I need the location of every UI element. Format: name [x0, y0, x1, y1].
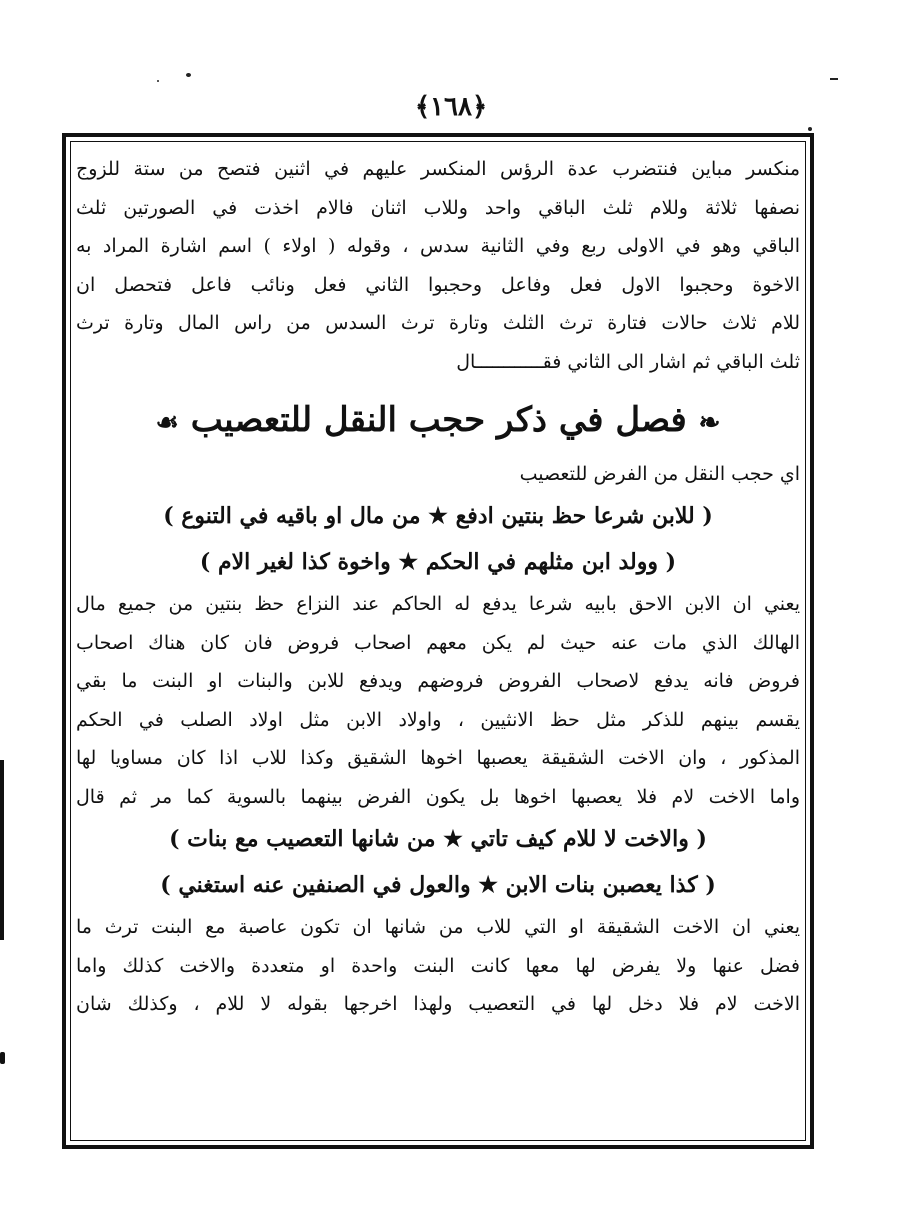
text-line: واما الاخت لام فلا يعصبها اخوها بل يكون الفرض بينهما بالسوية كما مر ثم قال	[76, 785, 800, 808]
paragraph-3	[76, 908, 800, 1024]
text-line: فروض فانه يدفع لاصحاب الفروض فروضهم ويدفع للابن والبنات او البنت ما بقي	[76, 670, 800, 692]
text-line: الاخت لام فلا دخل لها في التعصيب ولهذا اخرجها بقوله لا للام ، وكذلك شان	[76, 993, 800, 1015]
verse-line: ( وولد ابن مثلهم في الحكم ★ واخوة كذا لغير الام )	[199, 549, 677, 575]
paragraph-1	[76, 150, 800, 381]
text-line: يعني ان الابن الاحق بابيه شرعا يدفع له الحاكم عند النزاع حظ بنتين من جميع مال	[76, 593, 800, 615]
verses-1	[76, 493, 800, 585]
text-line: نصفها ثلاثة وللام ثلث الباقي واحد وللاب اثنان فالام اخذت في الصورتين ثلث	[76, 196, 800, 219]
text-line: منكسر مباين فنتضرب عدة الرؤس المنكسر عليهم في اثنين فتصح من ستة للزوج	[76, 158, 800, 180]
text-line: الباقي وهو في الاولى ربع وفي الثانية سدس ، وقوله ( اولاء ) اسم اشارة المراد به	[76, 235, 800, 257]
text-line: يقسم بينهم للذكر مثل حظ الانثيين ، واولاد الابن مثل اولاد الصلب في الحكم	[76, 708, 800, 731]
text-line: ثلث الباقي ثم اشار الى الثاني فقــــــــــــال	[456, 350, 800, 373]
ink-speck	[830, 78, 838, 80]
text-line: الاخوة وحجبوا الاول فعل وفاعل وحجبوا الثاني فعل ونائب فاعل فتحصل ان	[76, 273, 800, 296]
page-number: ﴿١٦٨﴾	[414, 92, 488, 122]
section-heading-text: فصل في ذكر حجب النقل للتعصيب	[190, 400, 687, 440]
text-line: فضل عنها ولا يفرض لها معها كانت البنت واحدة او متعددة والاخت كذلك واما	[76, 954, 800, 977]
text-line: المذكور ، وان الاخت الشقيقة يعصبها اخوها الشقيق وكذا للاب اذا كان مساويا لها	[76, 747, 800, 769]
page-content	[76, 150, 800, 1135]
paragraph-2	[76, 585, 800, 816]
verse-line: ( للابن شرعا حظ بنتين ادفع ★ من مال او باقيه في التنوع )	[163, 503, 713, 529]
verses-2	[76, 816, 800, 908]
verse-line: ( والاخت لا للام كيف تاتي ★ من شانها التعصيب مع بنات )	[169, 826, 707, 852]
text-line: للام ثلاث حالات فتارة ترث الثلث وتارة ترث السدس من راس المال وتارة ترث	[76, 312, 800, 334]
text-line: يعني ان الاخت الشقيقة او التي للاب من شانها ان تكون عاصبة مع البنت ترث ما	[76, 916, 800, 938]
scan-edge-mark	[0, 1052, 5, 1064]
ornament-icon: ❧	[698, 408, 721, 438]
ink-speck	[186, 73, 191, 77]
section-heading	[76, 389, 800, 451]
text-line: الهالك الذي مات عنه حيث لم يكن معهم اصحاب فروض فان كان هناك اصحاب	[76, 631, 800, 654]
subheading: اي حجب النقل من الفرض للتعصيب	[519, 463, 800, 485]
ink-speck	[808, 127, 812, 131]
scan-edge-mark	[0, 760, 4, 940]
verse-line: ( كذا يعصبن بنات الابن ★ والعول في الصنفين عنه استغني )	[160, 872, 716, 898]
ink-speck	[157, 80, 159, 82]
ornament-icon: ☙	[155, 408, 179, 438]
